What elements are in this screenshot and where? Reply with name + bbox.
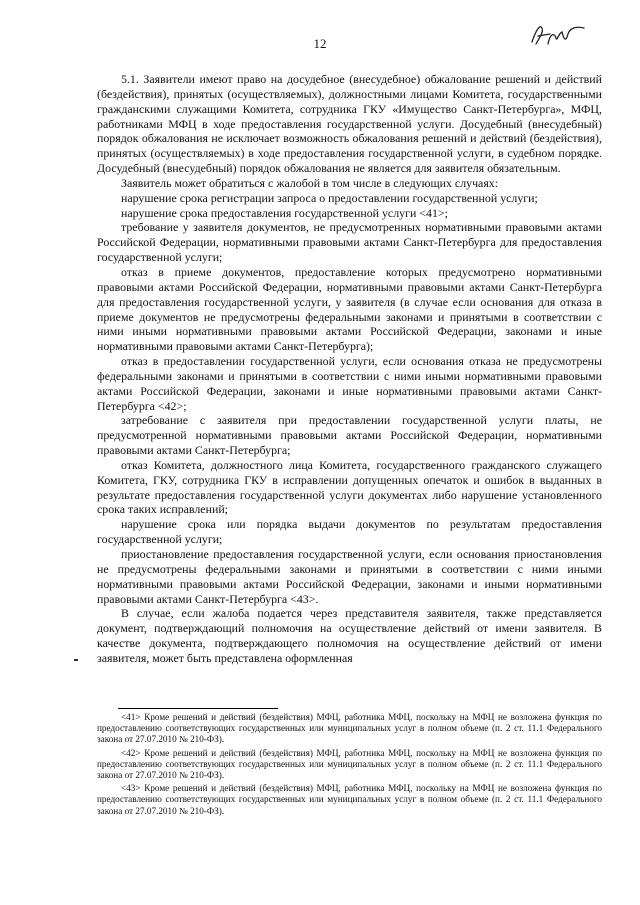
handwritten-signature [528,22,588,48]
footnote: <41> Кроме решений и действий (бездействия) МФЦ, работника МФЦ, поскольку на МФЦ не возложена функция по предоставлению соответствующих государственных или муниципальных услуг в полном объеме (п. 2 ст. 11.1 Федерального закона от 27.07.2010 № 210-ФЗ). [97,712,602,745]
footnote-divider [118,708,278,709]
paragraph: В случае, если жалоба подается через представителя заявителя, также представляется документ, подтверждающий полномочия на осуществление действий от имени заявителя. В качестве документа, подтверждающего полномочия на осуществление действий от имени заявителя, может быть представлена оформленная [97,606,602,665]
margin-mark [74,659,78,661]
paragraph: приостановление предоставления государственной услуги, если основания приостановления не предусмотрены федеральными законами и принятыми в соответствии с ними иными нормативными правовыми актами Российской Федерации, законами и иными нормативными правовыми актами Санкт-Петербурга <43>. [97,547,602,606]
footnotes [97,712,602,819]
paragraph: отказ в предоставлении государственной услуги, если основания отказа не предусмотрены федеральными законами и принятыми в соответствии с ними иными нормативными правовыми актами Российской Федерации, законами и иные нормативными правовыми актами Санкт-Петербурга <42>; [97,354,602,413]
paragraph: отказ Комитета, должностного лица Комитета, государственного гражданского служащего Комитета, ГКУ, сотрудника ГКУ в исправлении допущенных опечаток и ошибок в выданных в результате предоставления государственной услуги документах либо нарушение установленного срока таких исправлений; [97,457,602,517]
paragraph: требование у заявителя документов, не предусмотренных нормативными правовыми актами Российской Федерации, нормативными правовыми актами Санкт-Петербурга для предоставления государственной услуги; [97,220,602,265]
paragraph: нарушение срока регистрации запроса о предоставлении государственной услуги; [121,190,538,205]
footnote: <42> Кроме решений и действий (бездействия) МФЦ, работника МФЦ, поскольку на МФЦ не возложена функция по предоставлению соответствующих государственных или муниципальных услуг в полном объеме (п. 2 ст. 11.1 Федерального закона от 27.07.2010 № 210-ФЗ). [97,747,602,781]
page-number: 12 [313,36,327,51]
paragraph: отказ в приеме документов, предоставление которых предусмотрено нормативными правовыми актами Российской Федерации, нормативными правовыми актами Санкт-Петербурга для предоставления государственной услуги, у заявителя (в случае если основания для отказа в приеме документов не предусмотрены федеральными законами и принятыми в соответствии с ними иными нормативными правовыми актами Российской Федерации, законами и иные нормативными правовыми актами Санкт-Петербурга); [97,264,602,354]
body-text [97,72,602,666]
footnote: <43> Кроме решений и действий (бездействия) МФЦ, работника МФЦ, поскольку на МФЦ не возложена функция по предоставлению соответствующих государственных или муниципальных услуг в полном объеме (п. 2 ст. 11.1 Федерального закона от 27.07.2010 № 210-ФЗ). [97,783,602,816]
paragraph: затребование с заявителя при предоставлении государственной услуги платы, не предусмотренной нормативными правовыми актами Российской Федерации, нормативными правовыми актами Санкт-Петербурга; [97,413,602,458]
paragraph: нарушение срока предоставления государственной услуги <41>; [121,205,448,220]
paragraph: Заявитель может обратиться с жалобой в том числе в следующих случаях: [121,175,499,190]
paragraph: нарушение срока или порядка выдачи документов по результатам предоставления государственной услуги; [97,517,602,547]
paragraph: 5.1. Заявители имеют право на досудебное (внесудебное) обжалование решений и действий (бездействия), принятых (осуществляемых), должностными лицами Комитета, государственными гражданскими служащими Комитета, сотрудника ГКУ «Имущество Санкт-Петербурга», МФЦ, работниками МФЦ в ходе предоставления государственной услуги. Досудебный (внесудебный) порядок обжалования не исключает возможность обжалования решений и действий (бездействия), принятых (осуществляемых) в ходе предоставления государственной услуги, в судебном порядке. Досудебный (внесудебный) порядок обжалования не является для заявителя обязательным. [97,72,602,176]
